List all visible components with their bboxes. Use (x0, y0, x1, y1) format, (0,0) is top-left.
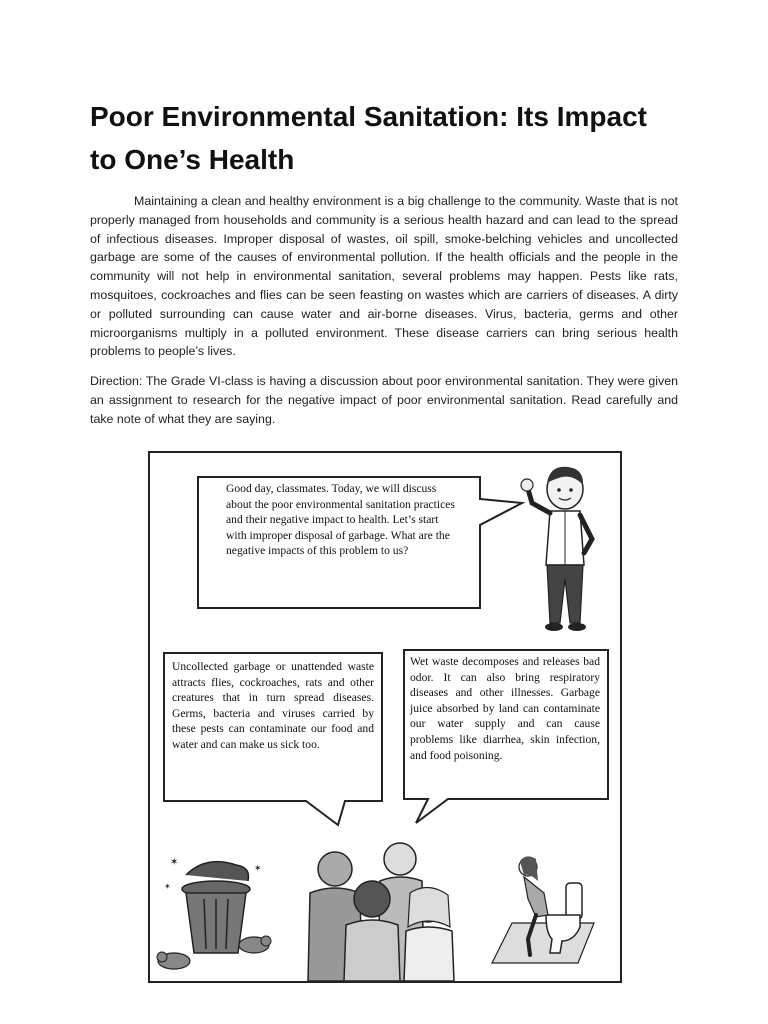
document-title (90, 95, 690, 181)
intro-paragraph: Maintaining a clean and healthy environment is a big challenge to the community. Waste that is not properly managed from households and community is a serious health hazard and can lead to the spread of infectious diseases. Improper disposal of wastes, oil spill, smoke-belching vehicles and uncollected garbage are some of the causes of environmental pollution. If the health officials and the people in the community will not help in environmental sanitation, several problems may happen. Pests like rats, mosquitoes, cockroaches and flies can be seen feasting on wastes which are carriers of diseases. A dirty or polluted surrounding can cause water and air-borne diseases. Virus, bacteria, germs and other microorganisms multiply in a polluted environment. These disease carriers can bring serious health problems to people’s lives. (90, 194, 678, 359)
title-line-1: Poor Environmental Sanitation: Its Impact (90, 101, 647, 132)
sick-person-toilet-illustration (488, 853, 598, 978)
comic-panel (148, 451, 622, 983)
svg-text:✶: ✶ (170, 857, 179, 868)
title-line-2: to One’s Health (90, 144, 295, 175)
students-group-illustration (300, 831, 465, 981)
garbage-can-illustration (156, 853, 286, 978)
left-bubble-text: Uncollected garbage or unattended waste attracts flies, cockroaches, rats and other creatures that in turn spread diseases. Germs, bacteria and viruses carried by these pests can contaminate our food and water and can make us sick too. (172, 660, 374, 751)
svg-text:✶: ✶ (254, 863, 262, 873)
direction-paragraph: Direction: The Grade VI-class is having a discussion about poor environmental sanitation. They were given an assignment to research for the negative impact of poor environmental sanitation. Read carefully and take note of what they are saying. (90, 374, 678, 426)
svg-text:✶: ✶ (164, 882, 171, 891)
teacher-bubble-text: Good day, classmates. Today, we will discuss about the poor environmental sanitation practices and their negative impact to health. Let’s start with improper disposal of garbage. What are the negative impacts of this problem to us? (226, 482, 455, 558)
waving-boy-illustration (510, 461, 610, 636)
right-bubble-text: Wet waste decomposes and releases bad odor. It can also bring respiratory diseases and other illnesses. Garbage juice absorbed by land can contaminate our water supply and can cause problems like diarrhea, skin infection, and food poisoning. (410, 655, 600, 762)
